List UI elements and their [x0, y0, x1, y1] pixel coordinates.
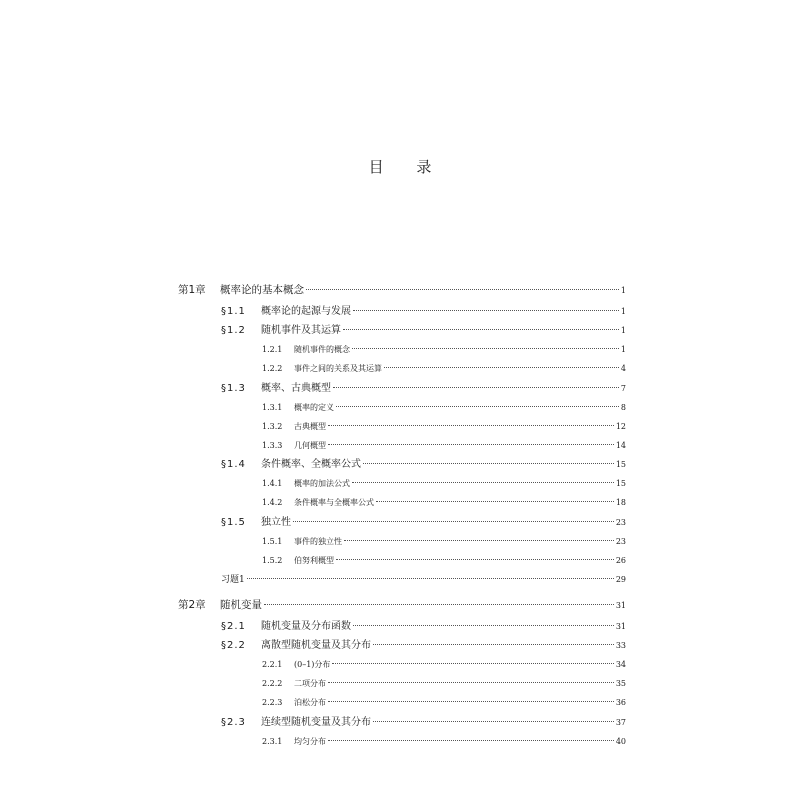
toc-entry-page-number: 26	[615, 556, 626, 565]
dot-leader	[363, 463, 614, 464]
dot-leader	[373, 644, 614, 645]
toc-entry-page-number: 1	[620, 345, 626, 354]
toc-entry-page-number: 31	[615, 601, 626, 610]
toc-entry-sub	[262, 552, 626, 570]
toc-entry-number: 2.3.1	[262, 737, 283, 746]
dot-leader	[328, 425, 614, 426]
toc-entry-number: §1.1	[221, 306, 246, 317]
toc-entry-sub	[262, 341, 626, 359]
dot-leader	[352, 482, 614, 483]
toc-entry-number: §2.1	[221, 621, 246, 632]
toc-entry-page-number: 18	[615, 498, 626, 507]
toc-entry-exercise	[221, 571, 626, 589]
toc-entry-label: 连续型随机变量及其分布	[261, 717, 371, 728]
dot-leader	[332, 663, 613, 664]
toc-entry-number: §2.3	[221, 717, 246, 728]
toc-entry-section	[221, 618, 626, 636]
toc-entry-page-number: 1	[620, 326, 626, 335]
dot-leader	[373, 721, 614, 722]
toc-entry-label: 概率的定义	[294, 403, 334, 412]
dot-leader	[328, 444, 614, 445]
toc-entry-number: 1.5.2	[262, 556, 283, 565]
dot-leader	[328, 740, 614, 741]
toc-entry-label: 伯努利概型	[294, 556, 334, 565]
toc-entry-sub	[262, 533, 626, 551]
toc-entry-sub	[262, 675, 626, 693]
toc-entry-sub	[262, 399, 626, 417]
toc-entry-label: 概率论的基本概念	[220, 284, 304, 296]
toc-entry-number: 第1章	[178, 284, 206, 296]
toc-entry-label: 概率论的起源与发展	[261, 306, 351, 317]
toc-entry-sub	[262, 360, 626, 378]
toc-entry-number: 1.3.1	[262, 403, 283, 412]
toc-entry-page-number: 7	[620, 384, 626, 393]
toc-entry-section	[221, 303, 626, 321]
toc-entry-label: 泊松分布	[294, 698, 326, 707]
toc-entry-number: 2.2.1	[262, 660, 283, 669]
toc-entry-label: 概率的加法公式	[294, 479, 350, 488]
dot-leader	[384, 367, 619, 368]
toc-entry-number: 2.2.3	[262, 698, 283, 707]
toc-entry-chapter	[178, 596, 626, 614]
toc-entry-label: 事件的独立性	[294, 537, 342, 546]
toc-entry-label: 均匀分布	[294, 737, 326, 746]
toc-entry-number: §1.2	[221, 325, 246, 336]
toc-entry-sub	[262, 475, 626, 493]
toc-entry-label: 随机事件及其运算	[261, 325, 341, 336]
toc-entry-label: 条件概率与全概率公式	[294, 498, 374, 507]
toc-entry-page-number: 12	[615, 422, 626, 431]
dot-leader	[264, 604, 614, 605]
toc-entry-label: 随机事件的概念	[294, 345, 350, 354]
toc-entry-sub	[262, 437, 626, 455]
toc-entry-label: 二项分布	[294, 679, 326, 688]
toc-entry-page-number: 1	[620, 286, 626, 295]
toc-entry-label: 条件概率、全概率公式	[261, 459, 361, 470]
dot-leader	[333, 387, 619, 388]
toc-entry-page-number: 37	[615, 718, 626, 727]
dot-leader	[336, 559, 614, 560]
toc-entry-sub	[262, 656, 626, 674]
dot-leader	[353, 625, 614, 626]
toc-entry-section	[221, 380, 626, 398]
toc-entry-page-number: 36	[615, 698, 626, 707]
dot-leader	[376, 501, 614, 502]
toc-entry-page-number: 35	[615, 679, 626, 688]
toc-entry-page-number: 15	[615, 479, 626, 488]
page-title: 目 录	[368, 158, 446, 176]
dot-leader	[343, 329, 619, 330]
toc-entry-number: 2.2.2	[262, 679, 283, 688]
toc-entry-page-number: 23	[615, 518, 626, 527]
toc-entry-page-number: 1	[620, 307, 626, 316]
toc-entry-label: (0–1)分布	[294, 660, 331, 669]
toc-entry-label: 离散型随机变量及其分布	[261, 640, 371, 651]
toc-entry-sub	[262, 418, 626, 436]
dot-leader	[352, 348, 619, 349]
toc-entry-section	[221, 322, 626, 340]
toc-entry-number: §1.3	[221, 383, 246, 394]
toc-entry-sub	[262, 733, 626, 751]
toc-entry-label: 古典概型	[294, 422, 326, 431]
toc-entry-chapter	[178, 281, 626, 299]
dot-leader	[336, 406, 619, 407]
toc-entry-page-number: 31	[615, 622, 626, 631]
toc-entry-section	[221, 514, 626, 532]
dot-leader	[328, 682, 614, 683]
toc-entry-section	[221, 456, 626, 474]
toc-entry-section	[221, 714, 626, 732]
toc-entry-number: §2.2	[221, 640, 246, 651]
dot-leader	[247, 578, 614, 579]
toc-entry-page-number: 4	[620, 364, 626, 373]
toc-entry-number: 1.5.1	[262, 537, 283, 546]
toc-entry-section	[221, 637, 626, 655]
toc-entry-page-number: 14	[615, 441, 626, 450]
toc-entry-page-number: 23	[615, 537, 626, 546]
dot-leader	[344, 540, 614, 541]
toc-entry-label: 习题1	[221, 575, 245, 585]
toc-entry-label: 概率、古典概型	[261, 383, 331, 394]
toc-entry-number: 1.2.2	[262, 364, 283, 373]
dot-leader	[328, 701, 614, 702]
toc-entry-label: 事件之间的关系及其运算	[294, 364, 382, 373]
toc-entry-number: 1.3.2	[262, 422, 283, 431]
toc-entry-label: 随机变量	[220, 599, 262, 611]
toc-entry-page-number: 15	[615, 460, 626, 469]
toc-entry-page-number: 40	[615, 737, 626, 746]
toc-entry-page-number: 34	[615, 660, 626, 669]
toc-entry-number: 1.3.3	[262, 441, 283, 450]
toc-entry-number: 1.4.1	[262, 479, 283, 488]
toc-entry-label: 几何概型	[294, 441, 326, 450]
dot-leader	[293, 521, 614, 522]
toc-entry-sub	[262, 694, 626, 712]
toc-entry-page-number: 8	[620, 403, 626, 412]
toc-entry-label: 随机变量及分布函数	[261, 621, 351, 632]
toc-entry-number: §1.4	[221, 459, 246, 470]
toc-entry-number: §1.5	[221, 517, 246, 528]
toc-entry-page-number: 29	[615, 575, 626, 584]
toc-entry-label: 独立性	[261, 517, 291, 528]
toc-entry-number: 1.2.1	[262, 345, 283, 354]
toc-entry-number: 1.4.2	[262, 498, 283, 507]
dot-leader	[306, 289, 619, 290]
toc-entry-sub	[262, 494, 626, 512]
toc-entry-page-number: 33	[615, 641, 626, 650]
dot-leader	[353, 310, 619, 311]
toc-entry-number: 第2章	[178, 599, 206, 611]
